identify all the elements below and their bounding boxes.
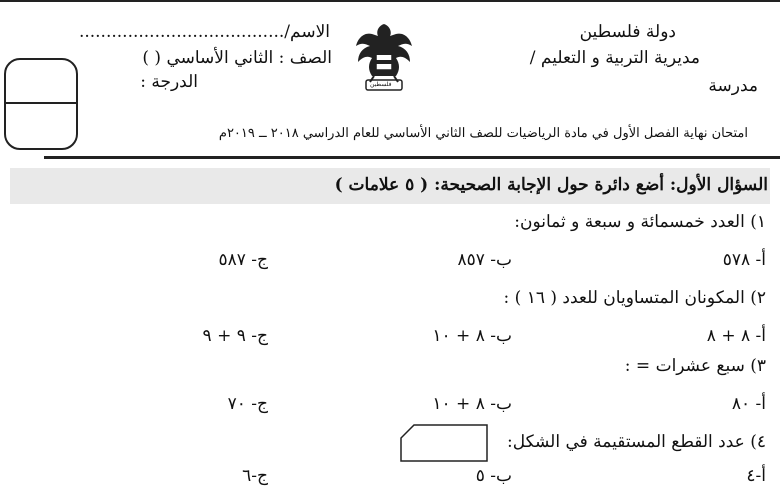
- option-a[interactable]: أ- ٨ + ٨: [706, 326, 766, 346]
- item-stem: ٢) المكونان المتساويان للعدد ( ١٦ ) :: [503, 288, 766, 308]
- school-label: مدرسة: [708, 76, 758, 96]
- question-title: السؤال الأول: أضع دائرة حول الإجابة الصحيحة: ( ٥ علامات ): [334, 175, 768, 195]
- option-c[interactable]: ج- ٩ + ٩: [202, 326, 268, 346]
- option-b[interactable]: ب- ٨ + ١٠: [432, 394, 512, 414]
- option-b[interactable]: ب- ٨٥٧: [457, 250, 512, 270]
- option-a[interactable]: أ-٤: [746, 466, 766, 486]
- item-stem: ٣) سبع عشرات = :: [624, 356, 766, 376]
- option-b[interactable]: ب- ٥: [475, 466, 512, 486]
- option-c[interactable]: ج- ٧٠: [227, 394, 268, 414]
- class-label: الصف : الثاني الأساسي ( ): [142, 48, 332, 68]
- directorate-label: مديرية التربية و التعليم /: [529, 48, 700, 68]
- name-label: الاسم/......................................: [78, 22, 330, 42]
- option-c[interactable]: ج-٦: [242, 466, 268, 486]
- header-separator: [44, 156, 780, 159]
- top-border: [0, 0, 780, 2]
- grade-box: [4, 58, 78, 150]
- item-stem: ١) العدد خمسمائة و سبعة و ثمانون:: [514, 212, 766, 232]
- grade-divider: [6, 102, 76, 104]
- option-b[interactable]: ب- ٨ + ١٠: [432, 326, 512, 346]
- option-a[interactable]: أ- ٥٧٨: [722, 250, 766, 270]
- state-name: دولة فلسطين: [579, 22, 676, 42]
- emblem-caption: فلسطين: [370, 81, 392, 88]
- option-c[interactable]: ج- ٥٨٧: [218, 250, 268, 270]
- item-stem: ٤) عدد القطع المستقيمة في الشكل:: [507, 432, 766, 452]
- exam-title: امتحان نهاية الفصل الأول في مادة الرياضيات للصف الثاني الأساسي للعام الدراسي ٢٠١٨ ــ ٢٠١٩م: [218, 126, 748, 141]
- grade-label: الدرجة :: [140, 72, 198, 92]
- option-a[interactable]: أ- ٨٠: [731, 394, 766, 414]
- palestine-emblem-icon: [352, 20, 416, 100]
- pentagon-shape: [400, 424, 488, 462]
